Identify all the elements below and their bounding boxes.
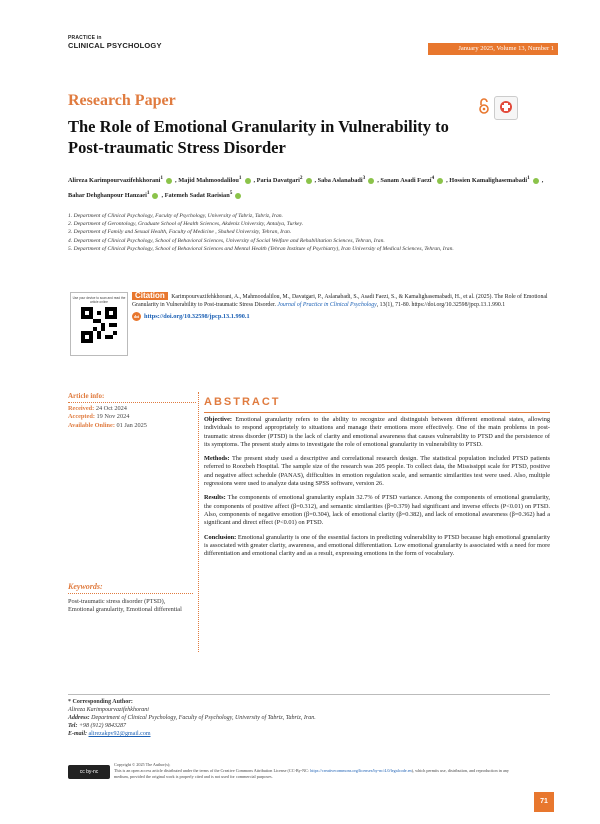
license-text: Copyright © 2025 The Author(s); This is an open access article distributed under the terms of the Creative Commons Attribution License (CC-By-NC: https://creativecommons.org/licenses/by-nc/4.0/legalcode.en), which permits use, distribution, and reproduction in any medium, provided the original work is properly cited and is not used for commercial purposes. xyxy=(114,762,514,780)
license-link[interactable]: https://creativecommons.org/licenses/by-nc/4.0/legalcode.en xyxy=(310,768,412,773)
doi-icon: doi xyxy=(133,314,140,320)
author-name: Fatemeh Sadat Raeisian xyxy=(164,192,230,200)
corresponding-author: * Corresponding Author: Alireza Karimpourvazifehkhorani Address: Department of Clinical Psychology, Faculty of Psychology, University of Tabriz, Tabriz, Iran. Tel: +98 (912) 9843287 E-mail: alirezakpv92@gmail.com xyxy=(68,698,550,738)
keywords-panel xyxy=(68,582,193,614)
corresponding-tel: +98 (912) 9843287 xyxy=(78,723,126,729)
affiliation-item: 5. Department of Clinical Psychology, School of Behavioral Sciences and Mental Health (Tehran Institute of Psychiatry), Iran University of Medical Sciences, Tehran, Iran. xyxy=(68,245,454,252)
author-name: Sanam Asadi Faezi xyxy=(380,177,432,185)
affiliation-item: 4. Department of Clinical Psychology, School of Behavioral Sciences, University of Social Welfare and Rehabilitation Sciences, Tehran, Iran. xyxy=(68,237,385,244)
footer-divider xyxy=(68,694,550,695)
page-number: 71 xyxy=(534,792,554,812)
orcid-icon[interactable] xyxy=(245,178,251,184)
author-name: Paria Davatgari xyxy=(256,177,300,185)
author-name: Saba Aslanabadi xyxy=(317,177,363,185)
column-divider xyxy=(198,392,199,652)
doi-link[interactable] xyxy=(132,312,552,321)
accepted-date: 19 Nov 2024 xyxy=(96,413,130,421)
orcid-icon[interactable] xyxy=(235,193,241,199)
abstract-body xyxy=(204,416,550,564)
journal-name-line1: PRACTICE in xyxy=(68,35,102,41)
keywords-heading: Keywords: xyxy=(68,582,193,594)
orcid-icon[interactable] xyxy=(306,178,312,184)
author-list: Alireza Karimpourvazifehkhorani$^1$ , Majid Mahmoodalilou$^1$ , Paria Davatgari$^2$ , Saba Aslanabadi$^3$ , Sanam Asadi Faezi$^4$ , Hossien Kamalighasemabadi$^1$ , Bahar Dehghanpour Hanzaei$^1$ , Fatemeh Sadat Raeisian$^5$ xyxy=(68,175,544,200)
affiliation-item: 2. Department of Gerontology, Graduate School of Health Sciences, Akdeniz University, Antalya, Turkey. xyxy=(68,221,304,228)
keywords-text: Post-traumatic stress disorder (PTSD), Emotional granularity, Emotional differential xyxy=(68,598,182,614)
orcid-icon[interactable] xyxy=(533,178,539,184)
corresponding-name: Alireza Karimpourvazifehkhorani xyxy=(68,707,149,713)
citation-label: Citation xyxy=(132,292,168,300)
abstract-methods: Methods: The present study used a descriptive and correlational research design. The statistical population included PTSD patients referred to Roozbeh Hospital. The sample size of the research was 205 people. To collect data, the Mississippi scale for PTSD, positive and negative affect schedule (PANAS), difficulties in emotion regulation scale, and semantic similarities test were used. Also, multiple regressions were used to analyze data using SPSS software, version 26. xyxy=(204,455,550,488)
affiliation-item: 1. Department of Clinical Psychology, Faculty of Psychology, University of Tabriz, Tabriz, Iran. xyxy=(68,213,283,219)
orcid-icon[interactable] xyxy=(368,178,374,184)
journal-name-line2: CLINICAL PSYCHOLOGY xyxy=(68,41,162,50)
author-name: Hossien Kamalighasemabadi xyxy=(449,177,528,185)
accepted-label: Accepted: xyxy=(68,413,95,421)
orcid-icon[interactable] xyxy=(437,178,443,184)
orcid-icon[interactable] xyxy=(152,193,158,199)
copyright-line: Copyright © 2025 The Author(s); xyxy=(114,762,171,767)
orcid-icon[interactable] xyxy=(166,178,172,184)
author-name: Majid Mahmoodalilou xyxy=(178,177,239,185)
abstract-header xyxy=(204,392,550,413)
qr-caption: Use your device to scan and read the article online xyxy=(72,296,126,304)
citation-text: Karimpourvazifehkhorani, A., Mahmoodalilou, M., Davatgari, P., Aslanabadi, S., Asadi Faezi, S., & Kamalighasemabadi, H., et al. (2025). The Role of Emotional Granularity in Vulnerability to Post-traumatic Stress Disorder. xyxy=(132,294,548,309)
article-type: Research Paper xyxy=(68,92,176,109)
affiliation-item: 3. Department of Family and Sexual Health, Faculty of Medicine , Shahed University, Tehran, Iran. xyxy=(68,229,292,236)
received-date: 24 Oct 2024 xyxy=(95,405,127,413)
journal-logo xyxy=(68,36,162,50)
author-name: Alireza Karimpourvazifehkhorani xyxy=(68,177,161,185)
article-info-heading: Article info: xyxy=(68,392,196,403)
abstract-objective: Objective: Emotional granularity refers to the ability to recognize and distinguish between different emotional states, allowing individuals to respond appropriately to situations and manage their emotions more effectively. One of the main problems in post-traumatic stress disorder (PTSD) is the lack of clarity and emotional awareness that causes vulnerability to PTSD and the persistence of its symptoms. The present study aims to investigate the role of emotional granularity in vulnerability to PTSD. xyxy=(204,416,550,448)
received-label: Received: xyxy=(68,405,95,413)
article-title: The Role of Emotional Granularity in Vulnerability to Post-traumatic Stress Disorder xyxy=(68,117,449,157)
citation-journal[interactable]: Journal of Practice in Clinical Psychology xyxy=(277,302,377,309)
corresponding-email[interactable]: alirezakpv92@gmail.com xyxy=(88,731,151,737)
author-name: Bahar Dehghanpour Hanzaei xyxy=(68,192,147,200)
online-label: Available Online: xyxy=(68,421,115,429)
doi-text[interactable]: https://doi.org/10.32598/jpcp.13.1.990.1 xyxy=(144,313,250,321)
online-date: 01 Jan 2025 xyxy=(116,421,147,429)
qr-panel xyxy=(70,292,128,356)
citation-block: Citation Karimpourvazifehkhorani, A., Mahmoodalilou, M., Davatgari, P., Aslanabadi, S., Asadi Faezi, S., & Kamalighasemabadi, H., et al. (2025). The Role of Emotional Granularity in Vulnerability to Post-traumatic Stress Disorder. Journal of Practice in Clinical Psychology, 13(1), 71-80. https://doi.org/10.32598/jpcp.13.1.990.1 doi https://doi.org/10.32598/jpcp.13.1.990.1 xyxy=(132,292,552,356)
abstract-conclusion: Conclusion: Emotional granularity is one of the essential factors in predicting vulnerability to PTSD because high emotional granularity is associated with greater clarity, awareness, and emotional differentiation. Low emotional granularity is associated with a need for more differentiation and emotional clarity and as a result, expressing emotions in the form of vocabulary. xyxy=(204,533,550,558)
open-access-icon xyxy=(478,98,490,114)
affiliations xyxy=(68,212,548,253)
qr-code-icon[interactable] xyxy=(81,307,117,343)
citation-volume: 13(1), 71-80. https://doi.org/10.32598/jpcp.13.1.990.1 xyxy=(379,302,506,309)
cc-license-icon[interactable]: cc by-nc xyxy=(68,765,110,779)
crossmark-icon[interactable] xyxy=(494,96,518,120)
article-info xyxy=(68,392,196,430)
corresponding-heading: * Corresponding Author: xyxy=(68,699,133,705)
abstract-results: Results: The components of emotional granularity explain 32.7% of PTSD variance. Among the components of emotional granularity, the components of positive affect (β=0.312), and semantic similarities (β=0.379) had significant and inverse effects (P<0.01) on PTSD. Also, components of negative emotion (β=0.304), lack of emotional clarity (β=0.382), and lack of emotional awareness (β=0.362) had a significant and direct effect (P<0.01) on PTSD. xyxy=(204,494,550,527)
corresponding-address: Department of Clinical Psychology, Faculty of Psychology, University of Tabriz, Tabriz, Iran. xyxy=(91,715,316,721)
issue-banner: January 2025, Volume 13, Number 1 xyxy=(428,43,558,55)
abstract-heading: ABSTRACT xyxy=(204,396,281,408)
